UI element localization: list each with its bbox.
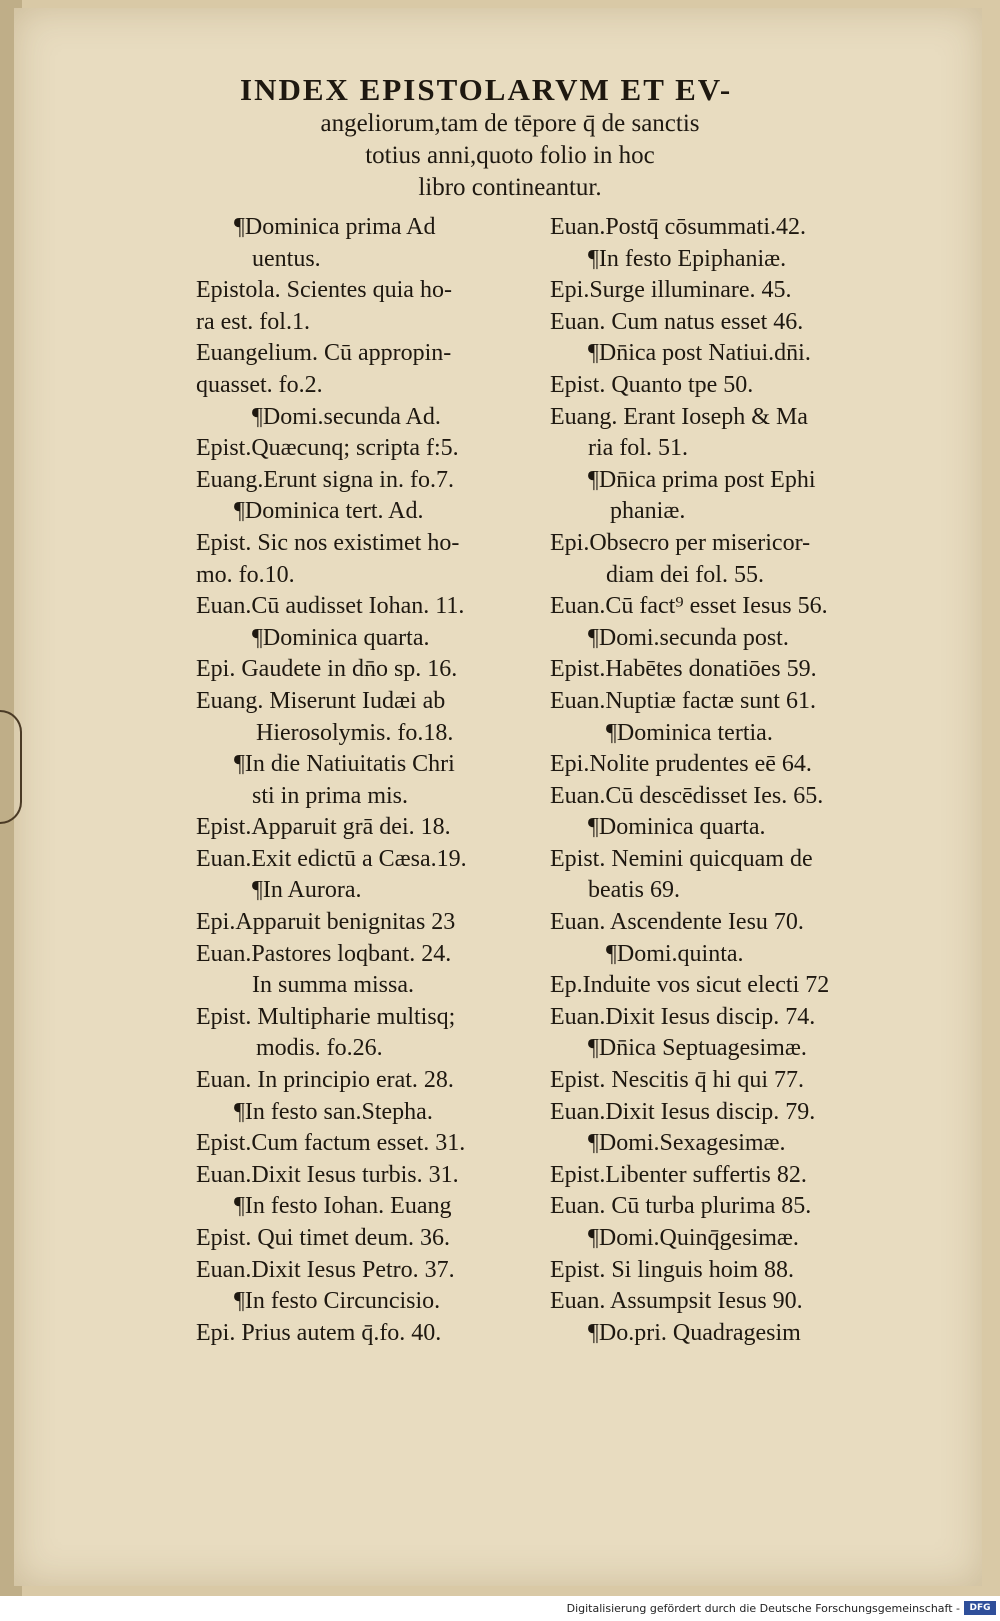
index-entry: Euang.Erunt signa in. fo.7.	[196, 466, 454, 493]
index-entry: Euan.Pastores loqbant. 24.	[196, 940, 452, 967]
index-entry: Epist. Nescitis q̄ hi qui 77.	[550, 1067, 804, 1094]
index-entry: Ep.Induite vos sicut electi 72	[550, 972, 830, 999]
index-entry: ¶Dominica tertia.	[606, 719, 773, 746]
index-entry: Euan. In principio erat. 28.	[196, 1067, 454, 1094]
index-entry: Epist. Nemini quicquam de	[550, 845, 813, 872]
index-entry: Euan.Nuptiæ factæ sunt 61.	[550, 687, 816, 714]
index-entry: Epi.Nolite prudentes eē 64.	[550, 751, 812, 778]
subtitle-line: libro contineantur.	[418, 174, 602, 201]
index-entry: Epist.Apparuit grā dei. 18.	[196, 814, 451, 841]
index-entry: quasset. fo.2.	[196, 371, 323, 398]
index-entry: sti in prima mis.	[252, 782, 408, 809]
index-header	[240, 72, 860, 204]
left-index-column	[196, 212, 548, 1349]
index-entry: Euan.Dixit Iesus Petro. 37.	[196, 1256, 455, 1283]
index-entry: ¶In festo san.Stepha.	[234, 1098, 433, 1125]
index-entry: ¶Dn̄ica prima post Ephi	[588, 466, 816, 493]
index-entry: ¶In die Natiuitatis Chri	[234, 751, 455, 778]
index-entry: Epi.Apparuit benignitas 23	[196, 909, 456, 936]
index-entry: Euan.Cū audisset Iohan. 11.	[196, 593, 465, 620]
index-entry: Euan. Cum natus esset 46.	[550, 308, 804, 335]
index-entry: Euan. Cū turba plurima 85.	[550, 1193, 812, 1220]
index-entry: ¶In festo Epiphaniæ.	[588, 245, 787, 272]
index-entry: Euan.Dixit Iesus discip. 79.	[550, 1098, 816, 1125]
subtitle-line: angeliorum,tam de tēpore q̄ de sanctis	[320, 110, 700, 137]
funding-note: Digitalisierung gefördert durch die Deutsche Forschungsgemeinschaft -	[566, 1602, 960, 1615]
dfg-logo: DFG	[964, 1601, 996, 1615]
index-entry: Euan.Postq̄ cōsummati.42.	[550, 214, 806, 240]
index-entry: ¶Dominica prima Ad	[234, 214, 436, 240]
subtitle-line: totius anni,quoto folio in hoc	[365, 142, 655, 169]
index-entry: ¶Domi.Quinq̄gesimæ.	[588, 1225, 799, 1251]
index-entry: Epi. Prius autem q̄.fo. 40.	[196, 1319, 442, 1346]
index-entry: ria fol. 51.	[588, 435, 688, 462]
index-entry: beatis 69.	[588, 877, 680, 904]
index-entry: Epist. Quanto tpe 50.	[550, 371, 754, 398]
index-entry: Epist. Sic nos existimet ho-	[196, 529, 460, 556]
index-entry: Euan.Dixit Iesus discip. 74.	[550, 1003, 816, 1030]
index-entry: Epist.Habētes donatiōes 59.	[550, 656, 817, 683]
index-entry: Epist.Cum factum esset. 31.	[196, 1130, 466, 1157]
index-entry: Euan. Assumpsit Iesus 90.	[550, 1288, 803, 1315]
page-title: INDEX EPISTOLARVM ET EV-	[240, 72, 733, 107]
index-entry: mo. fo.10.	[196, 561, 295, 588]
index-entry: Epistola. Scientes quia ho-	[196, 277, 452, 304]
index-entry: ¶Domi.Sexagesimæ.	[588, 1130, 786, 1157]
index-entry: Epist. Multipharie multisq;	[196, 1003, 456, 1030]
index-entry: ¶Do.pri. Quadragesim	[588, 1319, 801, 1346]
index-entry: Epi.Obsecro per misericor-	[550, 529, 811, 556]
index-entry: Epi.Surge illuminare. 45.	[550, 277, 792, 304]
index-entry: ra est. fol.1.	[196, 308, 310, 335]
index-entry: ¶Domi.quinta.	[606, 940, 744, 967]
index-entry: Euangelium. Cū appropin-	[196, 340, 452, 367]
index-entry: ¶In Aurora.	[252, 877, 362, 904]
index-entry: ¶Dominica quarta.	[252, 624, 430, 651]
index-entry: Epist.Libenter suffertis 82.	[550, 1161, 807, 1188]
index-entry: Euang. Erant Ioseph & Ma	[550, 403, 808, 430]
index-entry: ¶Dominica quarta.	[588, 814, 766, 841]
index-entry: Epist. Qui timet deum. 36.	[196, 1225, 450, 1251]
index-entry: uentus.	[252, 245, 321, 272]
binding-mark	[0, 710, 22, 824]
index-entry: ¶Dominica tert. Ad.	[234, 498, 424, 525]
index-entry: ¶Dn̄ica post Natiui.dn̄i.	[588, 340, 811, 367]
footer-bar	[0, 1596, 1000, 1621]
index-entry: Epi. Gaudete in dn̄o sp. 16.	[196, 656, 458, 683]
index-entry: diam dei fol. 55.	[606, 561, 764, 588]
right-index-column	[550, 212, 902, 1349]
index-entry: Hierosolymis. fo.18.	[256, 719, 454, 746]
index-entry: Epist.Quæcunq; scripta f:5.	[196, 435, 459, 462]
index-entry: Epist. Si linguis hoim 88.	[550, 1256, 795, 1283]
index-entry: ¶Domi.secunda Ad.	[252, 403, 441, 430]
index-entry: In summa missa.	[252, 972, 414, 999]
index-entry: ¶Domi.secunda post.	[588, 624, 789, 651]
index-entry: modis. fo.26.	[256, 1035, 383, 1062]
index-entry: Euang. Miserunt Iudæi ab	[196, 687, 446, 714]
index-entry: Euan.Exit edictū a Cæsa.19.	[196, 845, 467, 872]
index-entry: Euan. Ascendente Iesu 70.	[550, 909, 804, 936]
index-entry: phaniæ.	[610, 498, 686, 525]
index-entry: ¶In festo Circuncisio.	[234, 1288, 441, 1315]
index-entry: Euan.Cū descēdisset Ies. 65.	[550, 782, 824, 809]
index-entry: Euan.Cū fact⁹ esset Iesus 56.	[550, 593, 828, 620]
index-entry: ¶Dn̄ica Septuagesimæ.	[588, 1035, 807, 1062]
index-entry: ¶In festo Iohan. Euang	[234, 1193, 452, 1220]
index-entry: Euan.Dixit Iesus turbis. 31.	[196, 1161, 459, 1188]
